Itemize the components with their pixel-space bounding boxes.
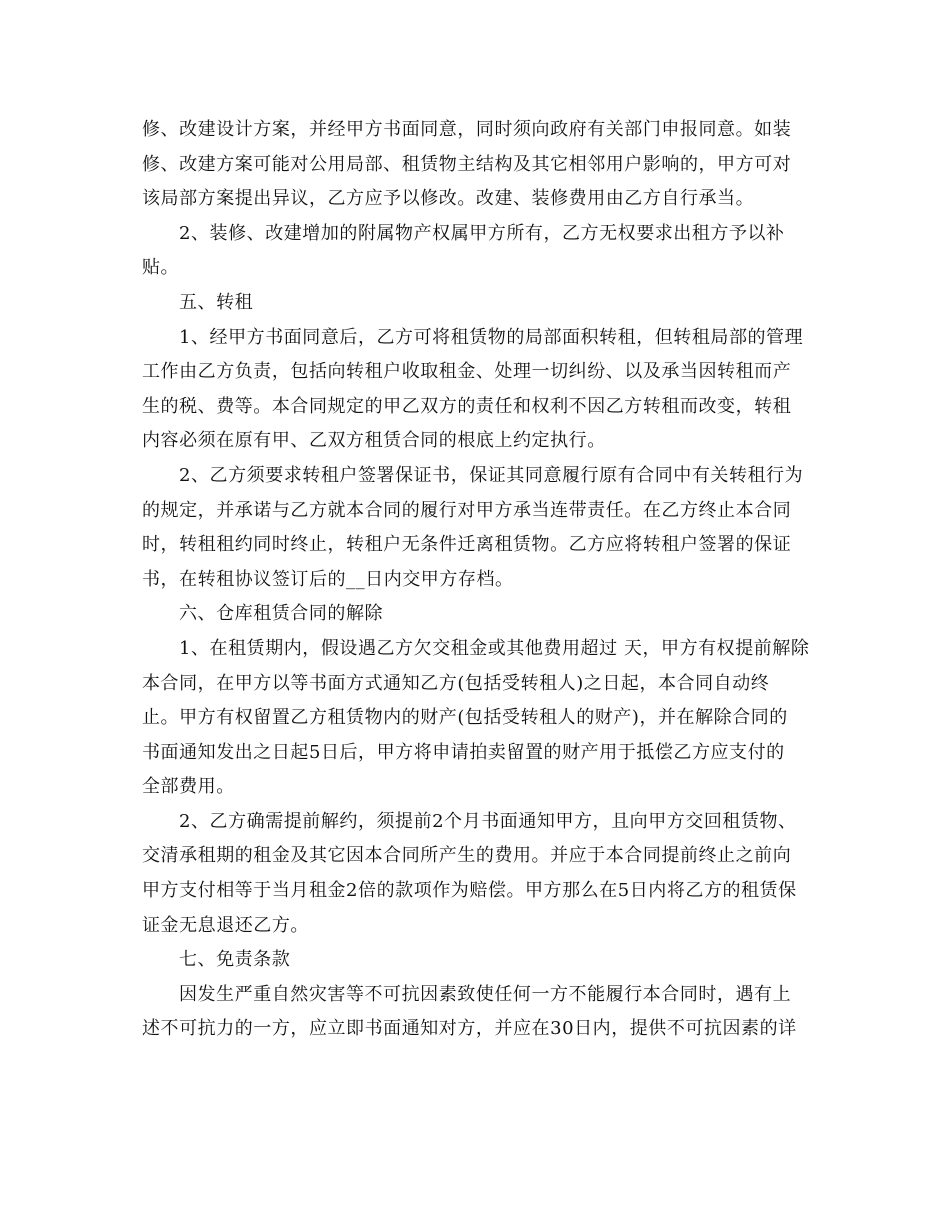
text-line: 生的税、费等。本合同规定的甲乙双方的责任和权利不因乙方转租而改变，转租	[142, 395, 792, 417]
paragraph-renovation-continued	[142, 113, 812, 217]
text-line: 书面通知发出之日起5日后，甲方将申请拍卖留置的财产用于抵偿乙方应支付的	[142, 741, 785, 763]
paragraph-termination-clause-2	[142, 805, 812, 943]
text-line: 交清承租期的租金及其它因本合同所产生的费用。并应于本合同提前终止之前向	[142, 845, 792, 867]
text-line: 该局部方案提出异议，乙方应予以修改。改建、装修费用由乙方自行承当。	[142, 188, 755, 210]
paragraph-sublease-clause-1	[142, 321, 812, 459]
section-heading-sublease	[142, 286, 812, 321]
text-line: 的规定，并承诺与乙方就本合同的履行对甲方承当连带责任。在乙方终止本合同	[142, 499, 792, 521]
text-line: 1、在租赁期内，假设遇乙方欠交租金或其他费用超过 天，甲方有权提前解除	[179, 637, 810, 659]
text-line: 2、乙方须要求转租户签署保证书，保证其同意履行原有合同中有关转租行为	[179, 464, 804, 486]
paragraph-force-majeure	[142, 978, 812, 1047]
text-line: 时，转租租约同时终止，转租户无条件迁离租赁物。乙方应将转租户签署的保证	[142, 534, 792, 556]
heading-text: 六、仓库租赁合同的解除	[179, 603, 384, 625]
text-line: 书，在转租协议签订后的__日内交甲方存档。	[142, 568, 514, 590]
paragraph-termination-clause-1	[142, 632, 812, 805]
paragraph-renovation-clause-2	[142, 217, 812, 286]
text-line: 2、装修、改建增加的附属物产权属甲方所有，乙方无权要求出租方予以补	[179, 222, 785, 244]
paragraph-sublease-clause-2	[142, 459, 812, 597]
text-line: 因发生严重自然灾害等不可抗因素致使任何一方不能履行本合同时，遇有上	[179, 983, 792, 1005]
text-line: 1、经甲方书面同意后，乙方可将租赁物的局部面积转租，但转租局部的管理	[179, 326, 804, 348]
text-line: 2、乙方确需提前解约，须提前2个月书面通知甲方，且向甲方交回租赁物、	[179, 810, 797, 832]
text-line: 本合同，在甲方以等书面方式通知乙方(包括受转租人)之日起，本合同自动终	[142, 672, 770, 694]
text-line: 修、改建方案可能对公用局部、租赁物主结构及其它相邻用户影响的，甲方可对	[142, 153, 792, 175]
text-line: 内容必须在原有甲、乙双方租赁合同的根底上约定执行。	[142, 430, 606, 452]
text-line: 修、改建设计方案，并经甲方书面同意，同时须向政府有关部门申报同意。如装	[142, 119, 792, 140]
document-page	[142, 113, 812, 1047]
heading-text: 七、免责条款	[179, 949, 291, 971]
text-line: 工作由乙方负责，包括向转租户收取租金、处理一切纠纷、以及承当因转租而产	[142, 361, 792, 383]
text-line: 述不可抗力的一方，应立即书面通知对方，并应在30日内，提供不可抗因素的详	[142, 1018, 797, 1040]
section-heading-termination	[142, 597, 812, 632]
text-line: 全部费用。	[142, 776, 235, 798]
section-heading-force-majeure	[142, 943, 812, 978]
heading-text: 五、转租	[179, 291, 254, 313]
text-line: 甲方支付相等于当月租金2倍的款项作为赔偿。甲方那么在5日内将乙方的租赁保	[142, 880, 797, 902]
text-line: 止。甲方有权留置乙方租赁物内的财产(包括受转租人的财产)，并在解除合同的	[142, 707, 788, 729]
text-line: 证金无息退还乙方。	[142, 914, 309, 936]
text-line: 贴。	[142, 257, 180, 279]
